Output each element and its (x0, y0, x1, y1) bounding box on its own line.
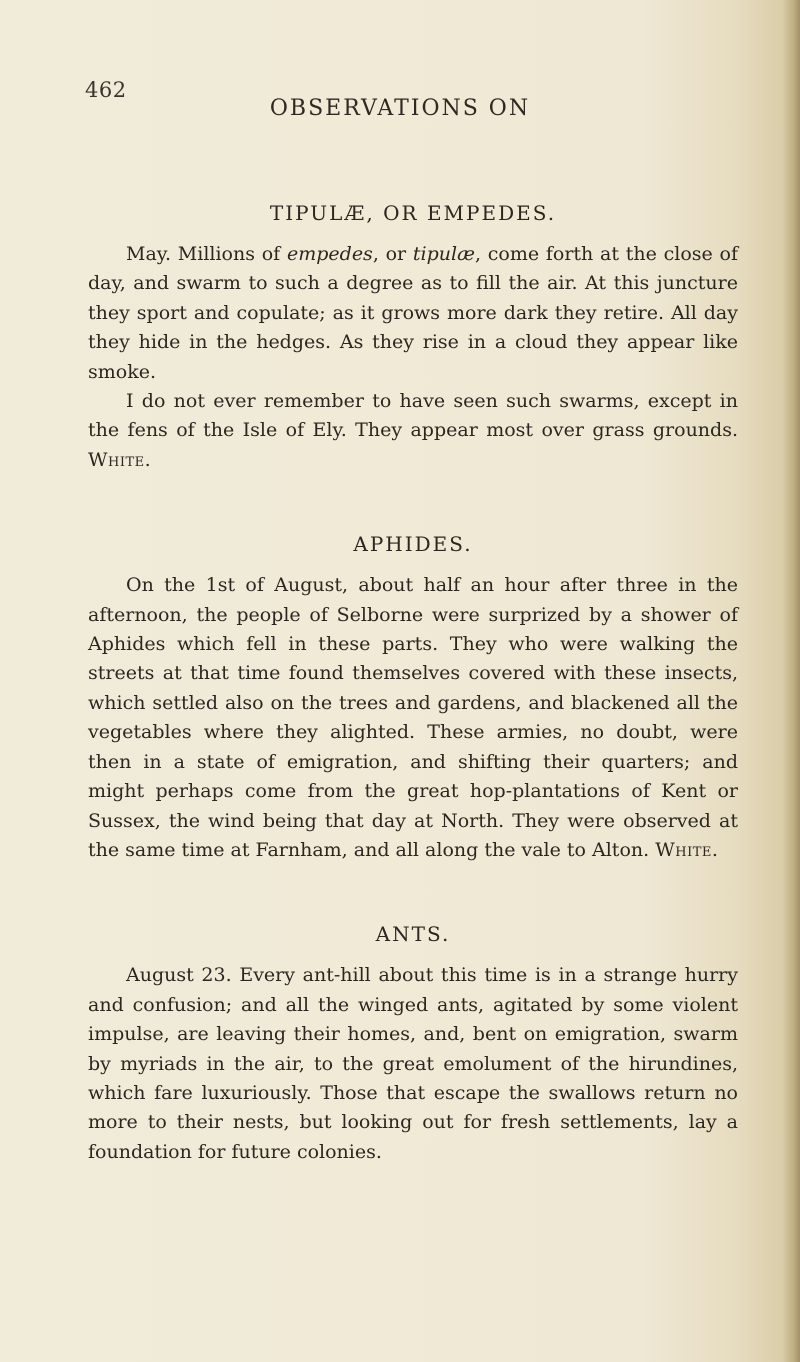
page-number: 462 (85, 78, 127, 102)
paragraph (88, 571, 738, 865)
section-tipulae (88, 200, 738, 475)
text-run: August 23. Every ant-hill about this time is in a strange hurry and confusion; and all the winged ants, agitated by some violent impulse, are leaving their homes, and, bent on emigration, swarm by myriads in the air, to the great emolument of the hirundines, which fare luxuriously. Those that escape the swallows return no more to their nests, but looking out for fresh settlements, lay a foundation for future colonies. (88, 964, 738, 1163)
section-heading: ANTS. (375, 922, 451, 947)
text-run: I do not ever remember to have seen such swarms, except in the fens of the Isle of Ely. They appear most over grass grounds. (88, 390, 738, 442)
italic-term: empedes (286, 243, 373, 265)
author-signature: White. (88, 448, 152, 471)
text-run: , come forth at the close of day, and swarm to such a degree as to fill the air. At this juncture they sport and copulate; as it grows more dark they retire. All day they hide in the hedges. As they rise in a cloud they appear like smoke. (88, 243, 739, 383)
section-heading: APHIDES. (353, 532, 473, 557)
paragraph (88, 961, 738, 1167)
running-head: OBSERVATIONS ON (269, 96, 531, 121)
section-ants (88, 921, 738, 1167)
text-run: On the 1st of August, about half an hour after three in the afternoon, the people of Selborne were surprized by a shower of Aphides which fell in these parts. They who were walking the streets at that time found themselves covered with these insects, which settled also on the trees and gardens, and blackened all the vegetables where they alighted. These armies, no doubt, were then in a state of emigration, and shifting their quarters; and might perhaps come from the great hop-plantations of Kent or Sussex, the wind being that day at North. They were observed at the same time at Farnham, and all along the vale to Alton. (88, 574, 738, 861)
page-edge-shadow (782, 0, 800, 1362)
text-run: , or (372, 243, 413, 265)
text-run: May. Millions of (126, 243, 287, 265)
section-aphides (88, 531, 738, 865)
paragraph (88, 387, 738, 475)
italic-term: tipulæ (412, 243, 475, 265)
page-body (88, 200, 738, 1223)
author-signature: White. (655, 838, 719, 861)
section-heading: TIPULÆ, OR EMPEDES. (269, 201, 557, 225)
paragraph (88, 240, 738, 387)
